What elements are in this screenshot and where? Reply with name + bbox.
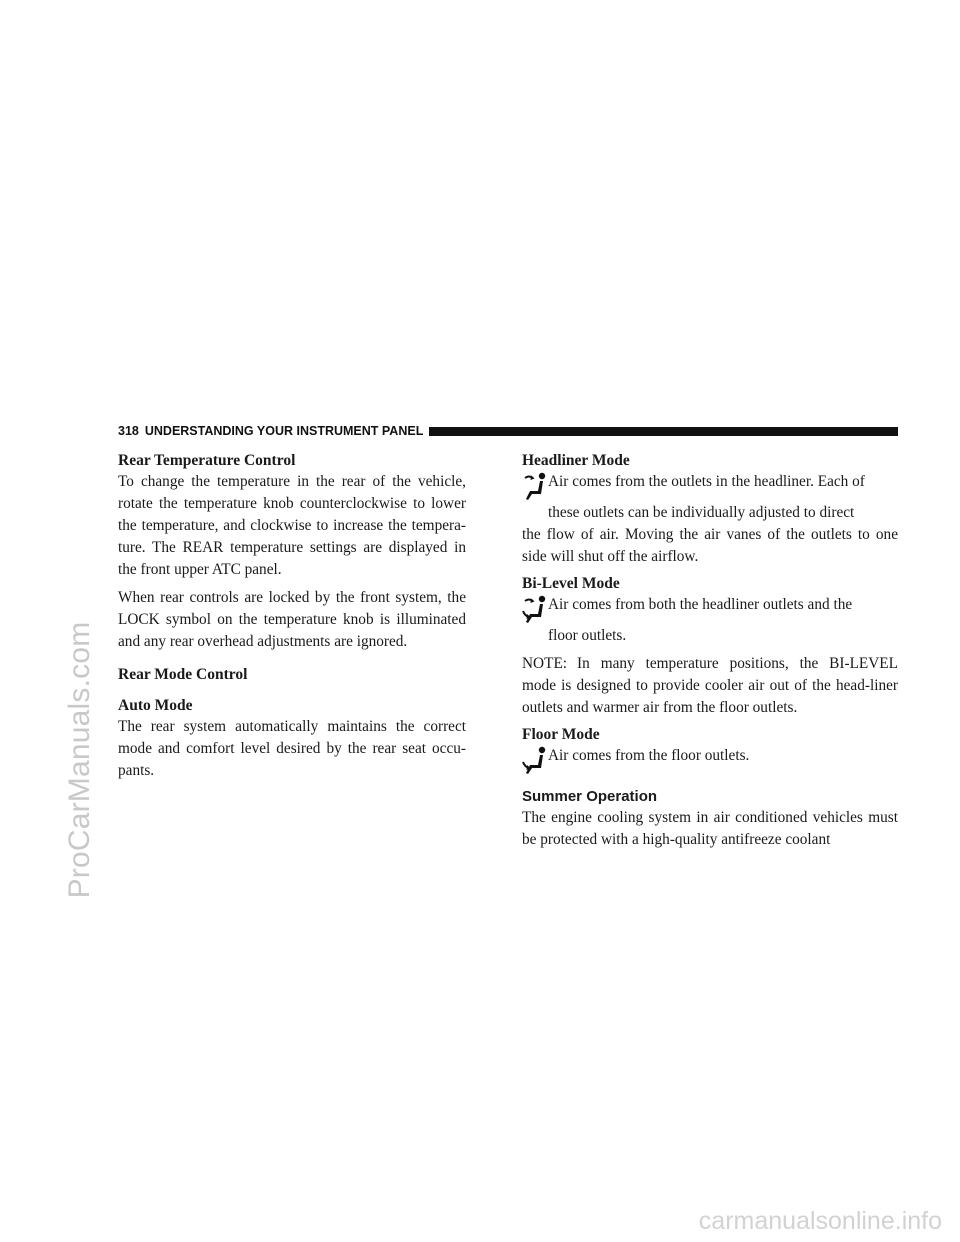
bi-level-mode-text-2: floor outlets. [548,627,627,644]
floor-mode-heading: Floor Mode [522,726,600,743]
rear-temperature-paragraph-1: To change the temperature in the rear of the vehicle, rotate the temperature knob counterclockwise to lower the temperature, and clockwise to increase the tempera-ture. The REAR temperature settings are displayed in the front upper ATC panel. [118,473,466,578]
summer-operation-paragraph: The engine cooling system in air conditioned vehicles must be protected with a high-quality antifreeze coolant [522,809,898,848]
bi-level-mode-row [522,594,898,625]
header-rule [429,427,898,436]
headliner-mode-text-1: Air comes from the outlets in the headliner. Each of [548,473,865,490]
auto-mode-heading: Auto Mode [118,697,193,714]
bi-level-mode-heading: Bi-Level Mode [522,575,620,592]
rear-mode-control-heading: Rear Mode Control [118,666,248,683]
bi-level-mode-icon [522,595,548,625]
right-column [522,451,898,851]
auto-mode-paragraph: The rear system automatically maintains the correct mode and comfort level desired by the rear seat occu-pants. [118,718,466,779]
headliner-mode-row [522,471,898,502]
bi-level-mode-text-1: Air comes from both the headliner outlets and the [548,596,853,613]
note-label: NOTE: [522,655,568,672]
rear-temperature-heading: Rear Temperature Control [118,452,296,469]
note-text: In many temperature positions, the BI-LEVEL mode is designed to provide cooler air out of the head-liner outlets and warmer air from the floor outlets. [522,655,898,716]
rear-temperature-paragraph-2: When rear controls are locked by the front system, the LOCK symbol on the temperature knob is illuminated and any rear overhead adjustments are ignored. [118,589,466,650]
headliner-mode-text-3: the flow of air. Moving the air vanes of the outlets to one side will shut off the airflow. [522,526,898,565]
headliner-mode-heading: Headliner Mode [522,452,630,469]
page-number: 318 [118,424,139,438]
headliner-mode-icon [522,472,548,502]
floor-mode-text: Air comes from the floor outlets. [548,747,750,764]
left-column [118,451,466,782]
footer-watermark-url: carmanualsonline.info [698,1207,942,1235]
section-title: UNDERSTANDING YOUR INSTRUMENT PANEL [144,424,424,438]
floor-mode-icon [522,746,548,776]
watermark-procarmanuals: ProCarManuals.com [63,621,96,899]
note-paragraph [522,653,898,719]
floor-mode-row [522,745,898,776]
headliner-mode-text-2: these outlets can be individually adjusted to direct [548,504,855,521]
summer-operation-heading: Summer Operation [522,788,658,805]
page-header [118,423,898,439]
